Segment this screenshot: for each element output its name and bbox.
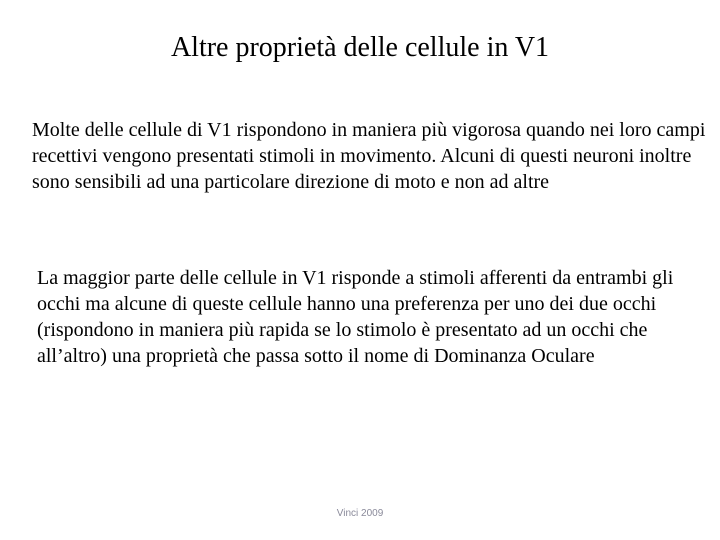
paragraph-ocular-dominance: La maggior parte delle cellule in V1 risponde a stimoli afferenti da entrambi gli occhi ma alcune di queste cellule hanno una preferenza per uno dei due occhi (rispondono in maniera più rapida se lo stimolo è presentato ad un occhi che all’altro) una proprietà che passa sotto il nome di Dominanza Oculare bbox=[37, 267, 674, 367]
paragraph-motion-sensitivity: Molte delle cellule di V1 rispondono in maniera più vigorosa quando nei loro campi recettivi vengono presentati stimoli in movimento. Alcuni di questi neuroni inoltre sono sensibili ad una particolare direzione di moto e non ad altre bbox=[32, 119, 706, 193]
slide-footer: Vinci 2009 bbox=[336, 508, 384, 519]
slide-title: Altre proprietà delle cellule in V1 bbox=[170, 32, 550, 63]
